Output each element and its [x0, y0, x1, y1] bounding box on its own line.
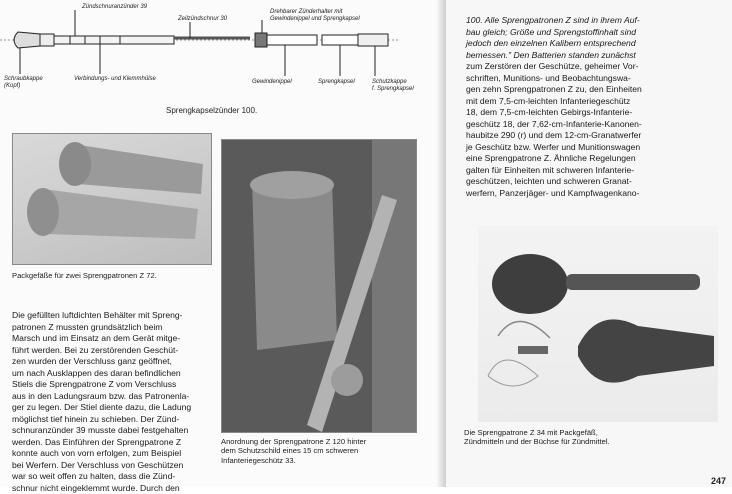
text-line: haubitze 290 (r) und dem 12-cm-Granatwerfer — [466, 130, 714, 142]
charge-z34-caption-line: Die Sprengpatrone Z 34 mit Packgefäß, — [464, 428, 714, 437]
text-line: 18, dem 7,5-cm-leichten Gebirgs-Infanterie- — [466, 107, 714, 119]
text-line: 100. Alle Sprengpatronen Z sind in ihrem Auf- — [466, 15, 714, 27]
text-line: eine Sprengpatrone Z. Ähnliche Regelungen — [466, 153, 714, 165]
text-line: geschütz 18, der 7,62-cm-Infanterie-Kanonen- — [466, 119, 714, 131]
label-schraubkappe: Schraubkappe (Kopf) — [4, 76, 43, 90]
fuse-diagram — [0, 0, 430, 100]
packing-containers-caption: Packgefäße für zwei Sprengpatronen Z 72. — [12, 271, 157, 280]
page-number: 247 — [711, 476, 726, 486]
charge-z34-illustration — [478, 226, 718, 422]
text-line: schnur nicht eingeklemmt wurde. Durch den — [12, 483, 208, 494]
diagram-caption: Sprengkapselzünder 100. — [166, 106, 257, 115]
gun-shield-caption — [221, 437, 366, 465]
text-line: je Geschütz bzw. Werfer und Munitionswagen — [466, 142, 714, 154]
charge-z34-caption — [464, 428, 714, 447]
text-line: zen wurden der Verschluss ganz geöffnet, — [12, 356, 208, 368]
packing-containers-photo — [12, 133, 212, 265]
text-line: ger zu legen. Der Stiel diente dazu, die Ladung — [12, 402, 208, 414]
gun-shield-caption-line: Infanteriegeschütz 33. — [221, 456, 366, 465]
text-line: führt werden. Bei zu zerstörenden Geschüt- — [12, 345, 208, 357]
text-line: war so weit offen zu halten, dass die Zünd- — [12, 471, 208, 483]
text-line: mit dem 7,5-cm-leichten Infanteriegeschütz — [466, 96, 714, 108]
text-line: Stiels die Sprengpatrone Z vom Verschluss — [12, 379, 208, 391]
text-line: um nach Ausklappen des daran befindlichen — [12, 368, 208, 380]
text-line: werden. Das Einführen der Sprengpatrone Z — [12, 437, 208, 449]
text-line: jedoch den einzelnen Kalibern entsprechend — [466, 38, 714, 50]
text-line: bei Werfern. Der Verschluss von Geschützen — [12, 460, 208, 472]
text-line: patronen Z mussten grundsätzlich beim — [12, 322, 208, 334]
text-line: bemessen." Den Batterien standen zunächst — [466, 50, 714, 62]
charge-z34-photo — [478, 226, 718, 422]
text-line: gen zehn Sprengpatronen Z zu, den Einheiten — [466, 84, 714, 96]
text-line: schriften, Munitions- und Beobachtungswa- — [466, 73, 714, 85]
text-line: zum Zerstören der Geschütze, geheimer Vor- — [466, 61, 714, 73]
packing-containers-illustration — [13, 134, 211, 264]
text-line: werfern, Panzerjäger- und Kampfwagenkano- — [466, 188, 714, 200]
text-line: möglichst tief hinein zu schieben. Der Zünd- — [12, 414, 208, 426]
label-zuenderhalter: Drehbarer Zünderhalter mit Gewindenippel und Sprengkapsel — [270, 9, 360, 23]
label-zuendschnuranzuender: Zündschnuranzünder 39 — [82, 4, 147, 11]
text-line: Marsch und im Einsatz an dem Gerät mitge- — [12, 333, 208, 345]
gun-shield-photo — [221, 139, 417, 433]
text-line: konnte auch von vorn erfolgen, zum Beispiel — [12, 448, 208, 460]
text-line: bau gleich; Größe und Sprengstoffinhalt sind — [466, 27, 714, 39]
right-text-column — [466, 15, 714, 199]
label-sprengkapsel: Sprengkapsel — [318, 79, 355, 86]
text-line: geschützen, leichten und schweren Granat- — [466, 176, 714, 188]
charge-z34-caption-line: Zündmitteln und der Büchse für Zündmittel. — [464, 437, 714, 446]
text-line: Die gefüllten luftdichten Behälter mit Spreng- — [12, 310, 208, 322]
gun-shield-caption-line: dem Schutzschild eines 15 cm schweren — [221, 446, 366, 455]
text-line: galten für Einheiten mit schweren Infanterie- — [466, 165, 714, 177]
gun-shield-caption-line: Anordnung der Sprengpatrone Z 120 hinter — [221, 437, 366, 446]
gun-shield-illustration — [222, 140, 416, 432]
text-line: schnuranzünder 39 musste dabei festgehalten — [12, 425, 208, 437]
label-zeilzuendschnur: Zeilzündschnur 30 — [178, 16, 227, 23]
label-verbindungshuelse: Verbindungs- und Klemmhülse — [74, 76, 156, 83]
text-line: aus in den Ladungsraum bzw. das Patronenla- — [12, 391, 208, 403]
label-schutzkappe: Schutzkappe f. Sprengkapsel — [372, 79, 414, 93]
left-text-column — [12, 310, 208, 494]
label-gewindenippel: Gewindenippel — [252, 79, 292, 86]
